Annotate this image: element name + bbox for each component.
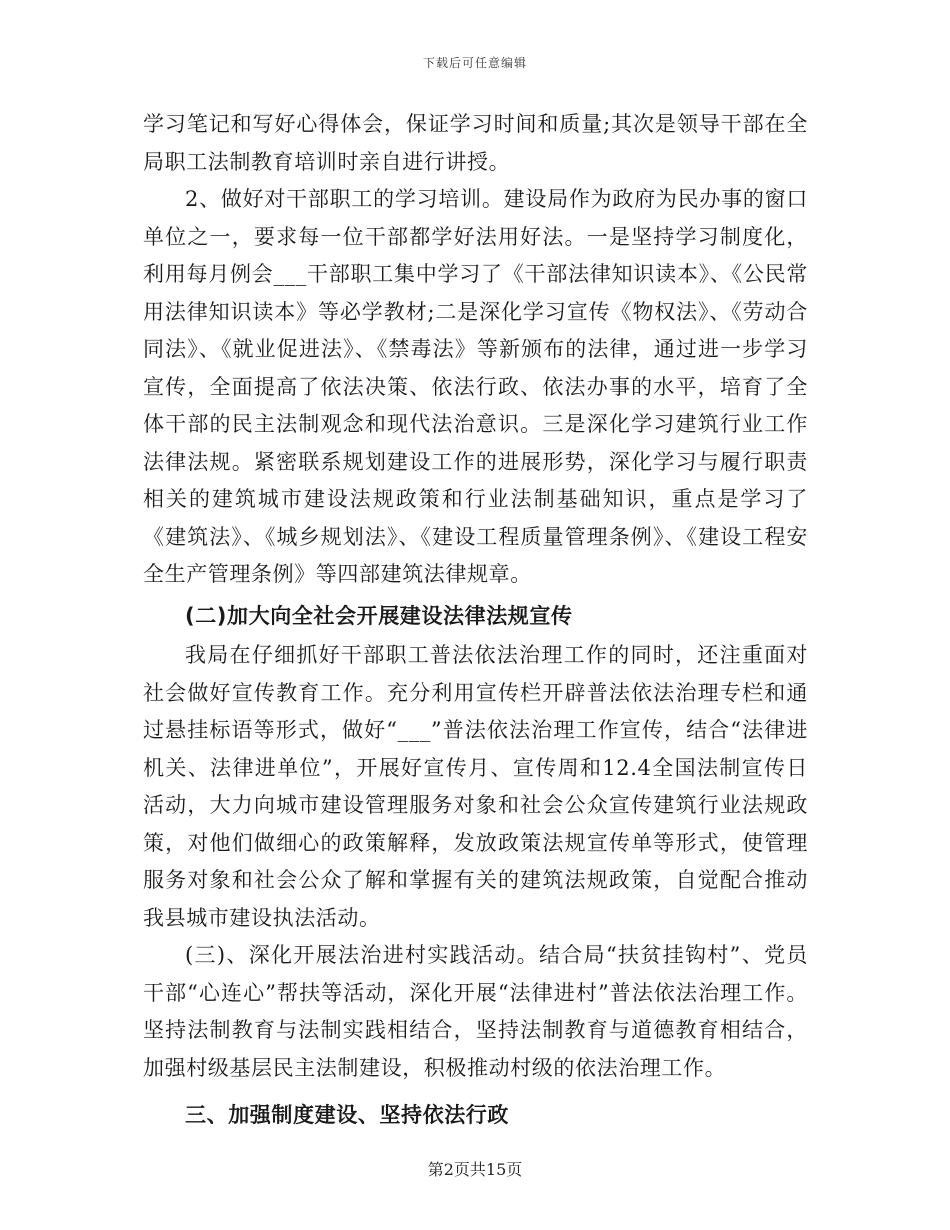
paragraph-publicity: 我局在仔细抓好干部职工普法依法治理工作的同时，还注重面对社会做好宣传教育工作。充分利用宣传栏开辟普法依法治理专栏和通过悬挂标语等形式，做好“___”普法依法治理工作宣传，结合“法律进机关、法律进单位”，开展好宣传月、宣传周和12.4全国法制宣传日活动，大力向城市建设管理服务对象和社会公众宣传建筑行业法规政策，对他们做细心的政策解释，发放政策法规宣传单等形式，使管理服务对象和社会公众了解和掌握有关的建筑法规政策，自觉配合推动我县城市建设执法活动。 bbox=[143, 643, 808, 930]
page-footer-page-number: 第2页共15页 bbox=[427, 1160, 523, 1179]
section-heading-publicity: (二)加大向全社会开展建设法律法规宣传 bbox=[185, 603, 573, 628]
section-heading-system-building: 三、加强制度建设、坚持依法行政 bbox=[185, 1103, 509, 1127]
page-header: 下载后可任意编辑 bbox=[422, 56, 527, 70]
paragraph-staff-training: 2、做好对干部职工的学习培训。建设局作为政府为民办事的窗口单位之一，要求每一位干部都学好法用好法。一是坚持学习制度化，利用每月例会___干部职工集中学习了《干部法律知识读本》、《公民常用法律知识读本》等必学教材;二是深化学习宣传《物权法》、《劳动合同法》、《就业促进法》、《禁毒法》等新颁布的法律，通过进一步学习宣传，全面提高了依法决策、依法行政、依法办事的水平，培育了全体干部的民主法制观念和现代法治意识。三是深化学习建筑行业工作法律法规。紧密联系规划建设工作的进展形势，深化学习与履行职责相关的建筑城市建设法规政策和行业法制基础知识，重点是学习了《建筑法》、《城乡规划法》、《建设工程质量管理条例》、《建设工程安全生产管理条例》等四部建筑法律规章。 bbox=[143, 187, 808, 586]
document-body bbox=[143, 106, 808, 1137]
paragraph-village-practice: (三)、深化开展法治进村实践活动。结合局“扶贫挂钩村”、党员干部“心连心”帮扶等活动，深化开展“法律进村”普法依法治理工作。坚持法制教育与法制实践相结合，坚持法制教育与道德教育相结合，加强村级基层民主法制建设，积极推动村级的依法治理工作。 bbox=[143, 943, 808, 1080]
paragraph-continuation: 学习笔记和写好心得体会，保证学习时间和质量;其次是领导干部在全局职工法制教育培训时亲自进行讲授。 bbox=[143, 112, 808, 174]
